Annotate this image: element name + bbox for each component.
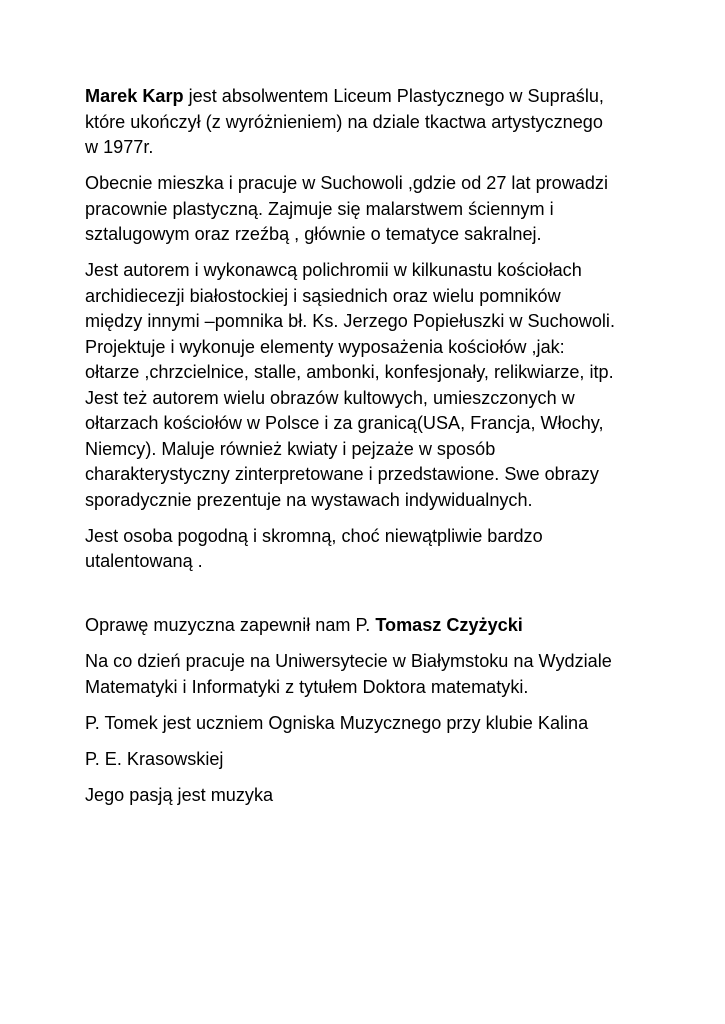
bio-intro-text: jest absolwentem Liceum Plastycznego w Supraślu, które ukończył (z wyróżnieniem) na dziale tkactwa artystycznego w 1977r. [85,86,604,157]
bio-paragraph-residence: Obecnie mieszka i pracuje w Suchowoli ,gdzie od 27 lat prowadzi pracownie plastyczną. Zajmuje się malarstwem ściennym i sztalugowym oraz rzeźbą , głównie o tematyce sakralnej. [85,173,608,244]
music-paragraph-teacher: P. E. Krasowskiej [85,748,224,769]
artist-name: Marek Karp [85,86,184,106]
bio-paragraph-works: Jest autorem i wykonawcą polichromii w kilkunastu kościołach archidiecezji białostockiej i sąsiednich oraz wielu pomników między innymi –pomnika bł. Ks. Jerzego Popiełuszki w Suchowoli. Projektuje i wykonuje elementy wyposażenia kościołów ,jak: ołtarze ,chrzcielnice, stalle, ambonki, konfesjonały, relikwiarze, itp. Jest też autorem wielu obrazów kultowych, umieszczonych w ołtarzach kościołów w Polsce i za granicą(USA, Francja, Włochy, Niemcy). Maluje również kwiaty i pejzaże w sposób charakterystyczny zinterpretowane i przedstawione. Swe obrazy sporadycznie prezentuje na wystawach indywidualnych. [85,260,615,510]
music-paragraph-passion: Jego pasją jest muzyka [85,784,274,805]
bio-paragraph-intro [85,84,695,161]
music-intro-text: Oprawę muzyczna zapewnił nam P. [85,615,376,635]
music-paragraph-school: P. Tomek jest uczniem Ogniska Muzycznego przy klubie Kalina [85,712,589,733]
musician-name: Tomasz Czyżycki [375,615,523,635]
document-page [85,84,695,819]
section-spacer [85,585,695,613]
music-paragraph-intro [85,613,695,639]
bio-paragraph-character: Jest osoba pogodną i skromną, choć niewątpliwie bardzo utalentowaną . [85,525,543,571]
music-paragraph-work: Na co dzień pracuje na Uniwersytecie w Białymstoku na Wydziale Matematyki i Informatyki z tytułem Doktora matematyki. [85,651,612,697]
